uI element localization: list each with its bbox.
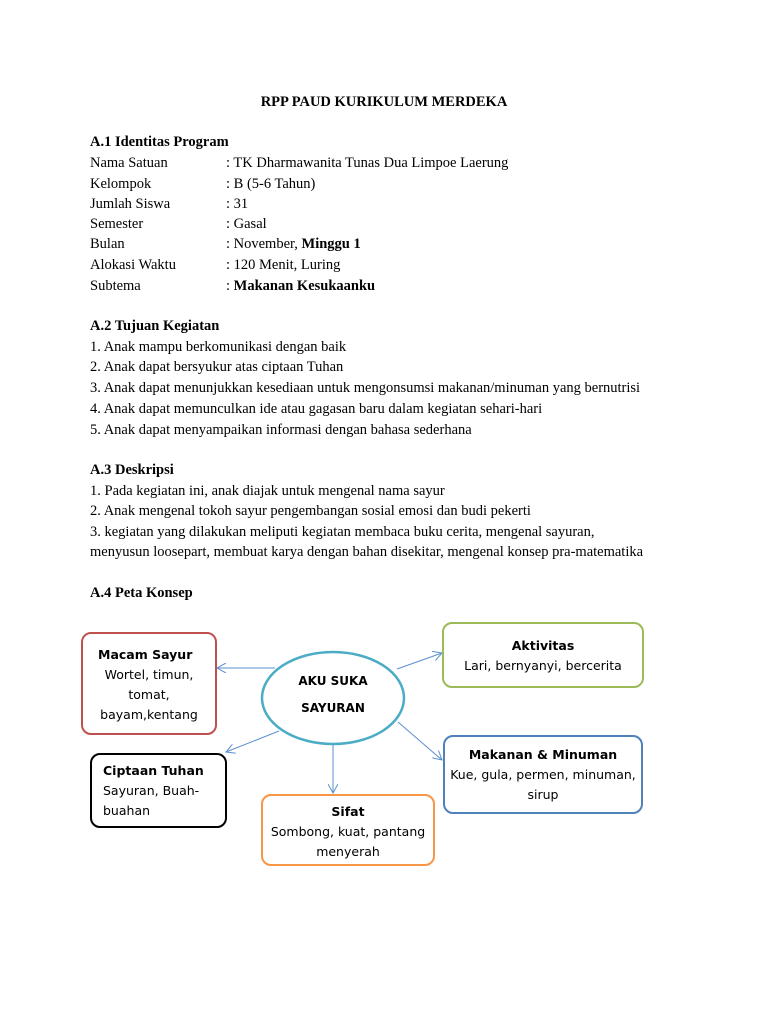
arrow-to-aktivitas bbox=[397, 653, 442, 669]
tujuan-item: 3. Anak dapat menunjukkan kesediaan untuk mengonsumsi makanan/minuman yang bernutrisi bbox=[90, 380, 641, 396]
macam-sayur-text: Wortel, timun, tomat, bayam,kentang bbox=[100, 667, 198, 722]
deskripsi-heading: A.3 Deskripsi bbox=[90, 462, 174, 478]
tujuan-item: 2. Anak dapat bersyukur atas ciptaan Tuhan bbox=[90, 359, 344, 375]
deskripsi-item: 1. Pada kegiatan ini, anak diajak untuk mengenal nama sayur bbox=[90, 483, 445, 499]
identitas-label: Kelompok bbox=[90, 176, 152, 192]
tujuan-item: 1. Anak mampu berkomunikasi dengan baik bbox=[90, 339, 347, 355]
makanan-minuman-text: Kue, gula, permen, minuman, sirup bbox=[450, 767, 636, 802]
ciptaan-tuhan-box bbox=[90, 753, 227, 828]
identitas-heading: A.1 Identitas Program bbox=[90, 134, 229, 150]
sifat-title: Sifat bbox=[331, 804, 365, 819]
aktivitas-title: Aktivitas bbox=[511, 638, 575, 653]
identitas-value: : Makanan Kesukaanku bbox=[226, 278, 376, 294]
identitas-label: Jumlah Siswa bbox=[90, 196, 171, 212]
deskripsi-item: menyusun loosepart, membuat karya dengan bahan disekitar, mengenal konsep pra-matematika bbox=[90, 544, 644, 560]
tujuan-item: 5. Anak dapat menyampaikan informasi dengan bahasa sederhana bbox=[90, 422, 472, 438]
identitas-label: Semester bbox=[90, 216, 144, 232]
identitas-label: Nama Satuan bbox=[90, 155, 168, 171]
identitas-value: : B (5-6 Tahun) bbox=[226, 176, 316, 192]
peta-heading: A.4 Peta Konsep bbox=[90, 585, 193, 601]
page-title: RPP PAUD KURIKULUM MERDEKA bbox=[260, 94, 508, 110]
identitas-value: : TK Dharmawanita Tunas Dua Limpoe Laerung bbox=[226, 155, 509, 171]
center-label-line1: AKU SUKA bbox=[298, 674, 368, 688]
makanan-minuman-title: Makanan & Minuman bbox=[468, 747, 618, 762]
deskripsi-item: 2. Anak mengenal tokoh sayur pengembangan sosial emosi dan budi pekerti bbox=[90, 503, 531, 519]
arrow-to-makanan bbox=[398, 722, 442, 760]
identitas-value: : November, Minggu 1 bbox=[226, 236, 361, 252]
macam-sayur-title: Macam Sayur bbox=[98, 647, 193, 662]
deskripsi-item: 3. kegiatan yang dilakukan meliputi kegiatan membaca buku cerita, mengenal sayuran, bbox=[90, 524, 595, 540]
ciptaan-tuhan-title: Ciptaan Tuhan bbox=[103, 763, 204, 778]
identitas-label: Alokasi Waktu bbox=[90, 257, 176, 273]
aktivitas-text: Lari, bernyanyi, bercerita bbox=[464, 658, 622, 673]
identitas-label: Subtema bbox=[90, 278, 141, 294]
aktivitas-box bbox=[442, 622, 644, 688]
center-label-line2: SAYURAN bbox=[301, 701, 365, 715]
identitas-value: : 31 bbox=[226, 196, 249, 212]
ciptaan-tuhan-text: Sayuran, Buah- buahan bbox=[103, 783, 200, 818]
sifat-box bbox=[261, 794, 435, 866]
concept-map bbox=[0, 610, 768, 890]
sifat-text: Sombong, kuat, pantang menyerah bbox=[270, 824, 426, 859]
makanan-minuman-box bbox=[443, 735, 643, 814]
tujuan-heading: A.2 Tujuan Kegiatan bbox=[90, 318, 220, 334]
identitas-value: : 120 Menit, Luring bbox=[226, 257, 341, 273]
identitas-label: Bulan bbox=[90, 236, 125, 252]
macam-sayur-box bbox=[81, 632, 217, 735]
arrow-to-ciptaan bbox=[226, 731, 279, 752]
tujuan-item: 4. Anak dapat memunculkan ide atau gagasan baru dalam kegiatan sehari-hari bbox=[90, 401, 543, 417]
center-label bbox=[273, 674, 393, 715]
identitas-value: : Gasal bbox=[226, 216, 267, 232]
